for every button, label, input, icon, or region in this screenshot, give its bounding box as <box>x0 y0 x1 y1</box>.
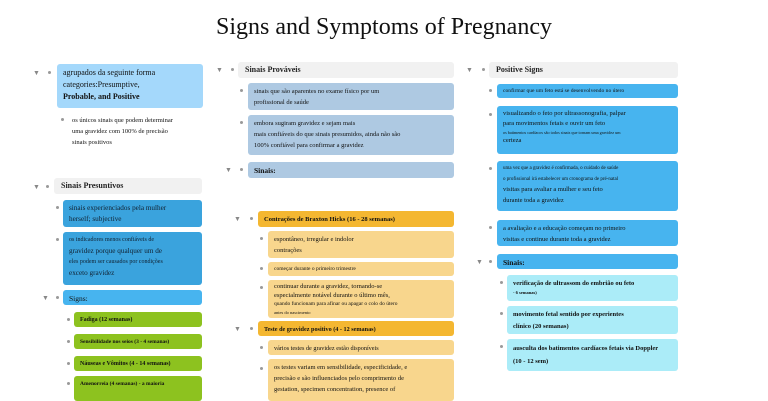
node-braxton-spontaneous[interactable]: espontâneo, irregular e indolor contrações <box>268 231 454 258</box>
node-breast-tenderness[interactable]: Sensibilidade nos seios (3 - 4 semanas) <box>74 334 202 349</box>
node-bullet-icon <box>489 260 492 263</box>
node-braxton-first-trimester[interactable]: começar durante o primeiro trimestre <box>268 262 454 276</box>
node-assessment-education[interactable]: a avaliação e a educação começam no primeiro visitas e continue durante toda a gravidez <box>497 220 678 246</box>
collapse-triangle-icon[interactable]: ▼ <box>225 166 232 174</box>
page-title: Signs and Symptoms of Pregnancy <box>216 14 552 40</box>
node-bullet-icon <box>67 318 70 321</box>
node-bullet-icon <box>260 346 263 349</box>
node-positive-signs-list[interactable]: Sinais: <box>497 254 678 269</box>
node-braxton-continue[interactable]: continuar durante a gravidez, tornando-se especialmente notável durante o último mês, quando funcionam para afinar ou apagar o colo do útero antes do nascimento <box>268 280 454 318</box>
node-bullet-icon <box>260 237 263 240</box>
node-confirm-fetus[interactable]: confirmar que um feto está se desenvolvendo no útero <box>497 84 678 98</box>
node-amenorrhea[interactable]: Amenorreia (4 semanas) - a maioria <box>74 376 202 401</box>
node-bullet-icon <box>61 118 64 121</box>
node-doppler[interactable]: ausculta dos batimentos cardíacos fetais via Doppler (10 - 12 sem) <box>507 339 678 371</box>
node-bullet-icon <box>67 362 70 365</box>
node-more-reliable[interactable]: embora sugiram gravidez e sejam mais mais confiáveis do que sinais presumidos, ainda não são 100% confiável para confirmar a gravidez <box>248 115 454 155</box>
node-visualize-fetus[interactable]: visualizando o feto por ultrassonografia, palpar para movimentos fetais e ouvir um feto os batimentos cardíacos são todos sinais que tornam uma gravidez um certeza <box>497 106 678 154</box>
collapse-triangle-icon[interactable]: ▼ <box>234 325 241 333</box>
node-bullet-icon <box>489 89 492 92</box>
node-bullet-icon <box>260 286 263 289</box>
node-physical-exam[interactable]: sinais que são aparentes no exame físico por um profissional de saúde <box>248 83 454 110</box>
node-bullet-icon <box>56 296 59 299</box>
node-bullet-icon <box>500 345 503 348</box>
node-bullet-icon <box>250 217 253 220</box>
node-presumptive-signs-list[interactable]: Signs: <box>63 290 202 305</box>
node-bullet-icon <box>489 226 492 229</box>
node-bullet-icon <box>46 185 49 188</box>
node-pregnancy-test[interactable]: Teste de gravidez positivo (4 - 12 semanas) <box>258 321 454 336</box>
node-bullet-icon <box>260 367 263 370</box>
node-subjective[interactable]: sinais experienciados pela mulher herself; subjective <box>63 200 202 227</box>
node-fetal-movement[interactable]: movimento fetal sentido por experientes clínico (20 semanas) <box>507 306 678 334</box>
node-ultrasound[interactable]: verificação de ultrassom do embrião ou feto - 6 semanas) <box>507 275 678 301</box>
node-probable-signs-list[interactable]: Sinais: <box>248 162 454 178</box>
collapse-triangle-icon[interactable]: ▼ <box>33 183 40 191</box>
collapse-triangle-icon[interactable]: ▼ <box>466 66 473 74</box>
node-prenatal-schedule[interactable]: uma vez que a gravidez é confirmada, o cuidado de saúde o profissional irá estabelecer um cronograma de pré-natal visitas para avaliar a mulher e seu feto durante toda a gravidez <box>497 161 678 211</box>
node-bullet-icon <box>250 327 253 330</box>
node-bullet-icon <box>67 382 70 385</box>
node-test-variation[interactable]: os testes variam em sensibilidade, especificidade, e precisão e são influenciados pelo comprimento de gestation, specimen concentration, presence of <box>268 359 454 401</box>
node-bullet-icon <box>56 206 59 209</box>
node-bullet-icon <box>260 267 263 270</box>
node-bullet-icon <box>48 71 51 74</box>
collapse-triangle-icon[interactable]: ▼ <box>476 258 483 266</box>
node-bullet-icon <box>67 340 70 343</box>
collapse-triangle-icon[interactable]: ▼ <box>33 69 40 77</box>
node-probable-signs[interactable]: Sinais Prováveis <box>238 62 454 78</box>
node-nausea[interactable]: Náuseas e Vômitos (4 - 14 semanas) <box>74 356 202 371</box>
node-bullet-icon <box>56 238 59 241</box>
node-bullet-icon <box>240 121 243 124</box>
node-least-reliable[interactable]: os indicadores menos confiáveis de gravidez porque qualquer um de eles podem ser causados por condições exceto gravidez <box>63 232 202 285</box>
node-bullet-icon <box>489 113 492 116</box>
node-presumptive-signs[interactable]: Sinais Presuntivos <box>54 178 202 194</box>
node-bullet-icon <box>231 68 234 71</box>
collapse-triangle-icon[interactable]: ▼ <box>42 294 49 302</box>
node-bullet-icon <box>500 312 503 315</box>
node-bullet-icon <box>482 68 485 71</box>
node-positive-note[interactable]: os únicos sinais que podem determinar uma gravidez com 100% de precisão sinais positivos <box>66 112 204 150</box>
node-categories[interactable]: agrupados da seguinte forma categories:Presumptive, Probable, and Positive <box>57 64 203 108</box>
node-bullet-icon <box>500 281 503 284</box>
collapse-triangle-icon[interactable]: ▼ <box>234 215 241 223</box>
node-fatigue[interactable]: Fadiga (12 semanas) <box>74 312 202 327</box>
node-braxton-hicks[interactable]: Contrações de Braxton Hicks (16 - 28 semanas) <box>258 211 454 227</box>
collapse-triangle-icon[interactable]: ▼ <box>216 66 223 74</box>
node-test-available[interactable]: vários testes de gravidez estão disponíveis <box>268 340 454 355</box>
node-bullet-icon <box>240 89 243 92</box>
node-bullet-icon <box>240 168 243 171</box>
node-positive-signs[interactable]: Positive Signs <box>489 62 678 78</box>
node-bullet-icon <box>489 167 492 170</box>
